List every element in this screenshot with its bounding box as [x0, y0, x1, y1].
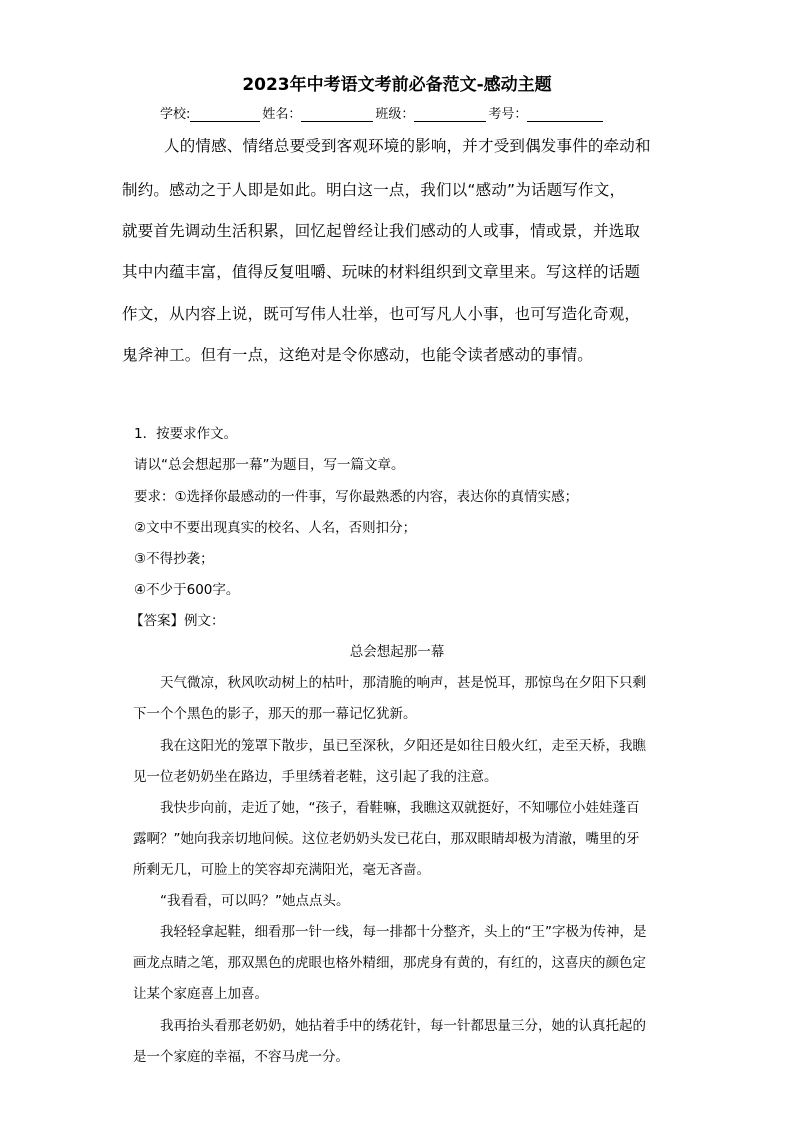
intro-line-6: 鬼斧神工。但有一点，这绝对是令你感动，也能令读者感动的事情。	[122, 346, 594, 364]
name-label: 姓名：	[262, 107, 302, 122]
essay-line-10: 画龙点睛之笔，那双黑色的虎眼也格外精细，那虎身有黄的，有红的，这喜庆的颜色定	[133, 955, 646, 971]
intro-line-5: 作文，从内容上说，既可写伟人壮举，也可写凡人小事，也可写造化奇观，	[122, 305, 641, 323]
essay-line-7: 所剩无几，可脸上的笑容却充满阳光，毫无吝啬。	[133, 862, 430, 878]
number-label: 考号：	[488, 107, 528, 122]
name-field	[262, 103, 373, 122]
answer-label: 【答案】例文：	[130, 613, 225, 629]
essay-line-6: 露啊？”她向我亲切地问候。这位老奶奶头发已花白，那双眼睛却极为清澈，嘴里的牙	[133, 831, 640, 847]
school-label: 学校:	[160, 107, 191, 122]
requirement-4: ④不少于600字。	[134, 582, 240, 598]
essay-line-4: 见一位老奶奶坐在路边，手里绣着老鞋，这引起了我的注意。	[133, 769, 498, 785]
essay-line-8: “我看看，可以吗？”她点点头。	[160, 893, 350, 909]
school-blank	[190, 107, 260, 122]
school-field	[160, 103, 260, 122]
intro-line-4: 其中内蕴丰富，值得反复咀嚼、玩味的材料组织到文章里来。写这样的话题	[122, 263, 641, 281]
intro-line-3: 就要首先调动生活积累，回忆起曾经让我们感动的人或事，情或景，并选取	[122, 222, 641, 240]
essay-line-1: 天气微凉，秋风吹动树上的枯叶，那清脆的响声，甚是悦耳，那惊鸟在夕阳下只剩	[160, 675, 646, 691]
student-info-line	[160, 103, 640, 122]
essay-line-5: 我快步向前，走近了她，“孩子，看鞋嘛，我瞧这双就挺好，不知哪位小娃娃蓬百	[160, 800, 640, 816]
essay-title: 总会想起那一幕	[349, 644, 445, 660]
essay-line-2: 下一个个黑色的影子，那天的那一幕记忆犹新。	[133, 706, 417, 722]
intro-line-1: 人的情感、情绪总要受到客观环境的影响，并才受到偶发事件的牵动和	[164, 137, 651, 155]
name-blank	[301, 107, 373, 122]
essay-line-11: 让某个家庭喜上加喜。	[133, 986, 268, 1002]
requirement-3: ③不得抄袭；	[134, 551, 214, 567]
essay-line-12: 我再抬头看那老奶奶，她拈着手中的绣花针，每一针都思量三分，她的认真托起的	[160, 1018, 646, 1034]
class-label: 班级：	[375, 107, 415, 122]
document-title: 2023年中考语文考前必备范文-感动主题	[242, 75, 552, 95]
requirement-2: ②文中不要出现真实的校名、人名，否则扣分；	[134, 520, 417, 536]
class-blank	[414, 107, 486, 122]
requirement-1: 要求：①选择你最感动的一件事，写你最熟悉的内容，表达你的真情实感；	[134, 489, 579, 505]
essay-line-13: 是一个家庭的幸福，不容马虎一分。	[133, 1049, 349, 1065]
number-blank	[527, 107, 603, 122]
intro-line-2: 制约。感动之于人即是如此。明白这一点，我们以“感动”为话题写作文，	[122, 181, 626, 199]
essay-line-9: 我轻轻拿起鞋，细看那一针一线，每一排都十分整齐，头上的“王”字极为传神，是	[160, 924, 647, 940]
class-field	[375, 103, 486, 122]
question-prompt: 请以“总会想起那一幕”为题目，写一篇文章。	[134, 457, 405, 473]
question-number: 1．按要求作文。	[134, 426, 238, 442]
essay-line-3: 我在这阳光的笼罩下散步，虽已至深秋，夕阳还是如往日般火红，走至天桥，我瞧	[160, 738, 646, 754]
number-field	[488, 103, 603, 122]
